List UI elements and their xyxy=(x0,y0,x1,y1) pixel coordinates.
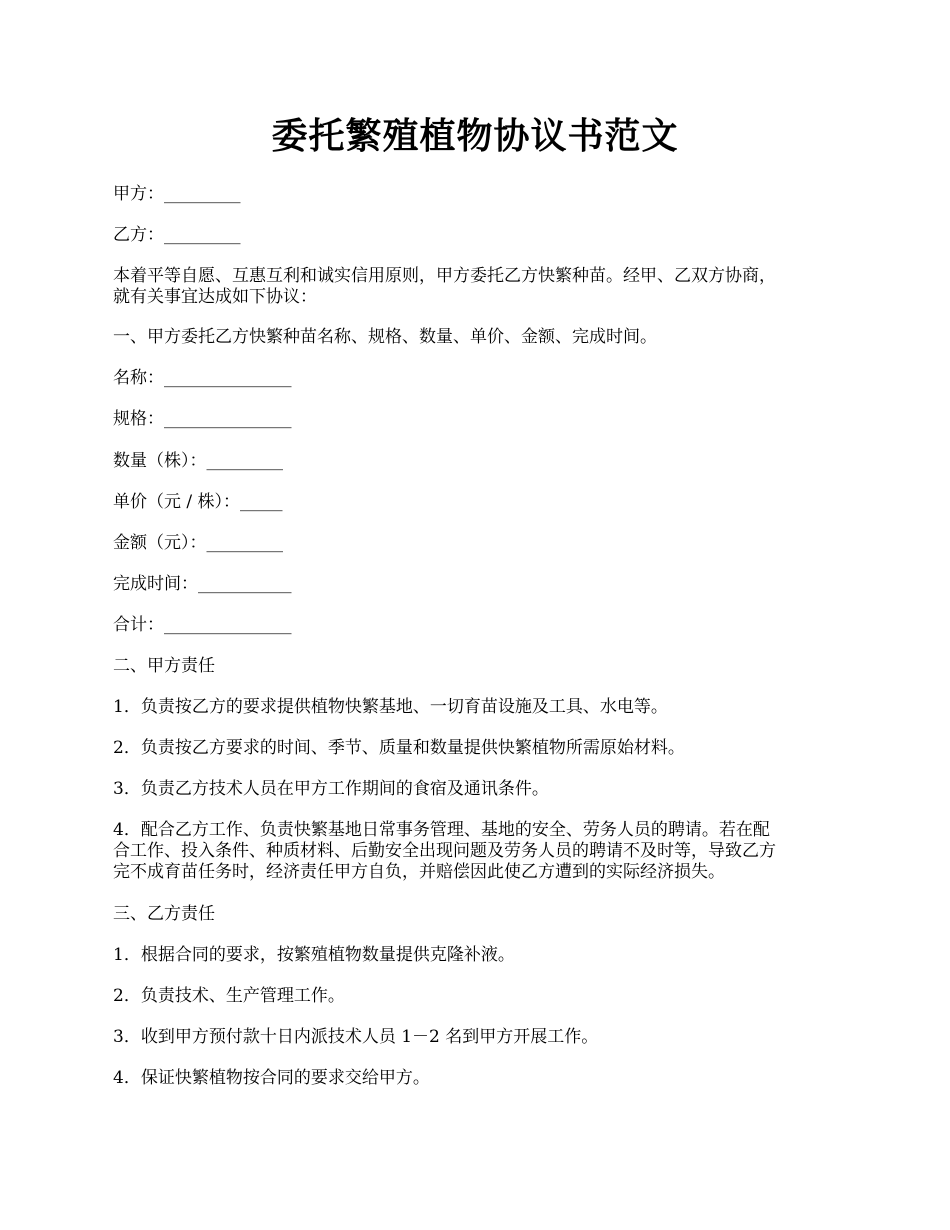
section2-item-2: 2．负责按乙方要求的时间、季节、质量和数量提供快繁植物所需原始材料。 xyxy=(113,738,685,758)
field-quantity: 数量（株）：_________ xyxy=(113,451,283,471)
field-unit-price: 单价（元 / 株）：_____ xyxy=(113,492,283,512)
field-total: 合计：_______________ xyxy=(113,615,292,635)
document-title: 委托繁殖植物协议书范文 xyxy=(271,115,679,157)
section2-item-4 xyxy=(113,820,843,883)
section2-item-4-line: 完不成育苗任务时，经济责任甲方自负，并赔偿因此使乙方遭到的实际经济损失。 xyxy=(113,862,725,882)
section1-heading: 一、甲方委托乙方快繁种苗名称、规格、数量、单价、金额、完成时间。 xyxy=(113,327,657,347)
section3-item-2: 2．负责技术、生产管理工作。 xyxy=(113,986,345,1006)
section2-item-1: 1．负责按乙方的要求提供植物快繁基地、一切育苗设施及工具、水电等。 xyxy=(113,697,668,717)
party-b-line: 乙方：_________ xyxy=(113,225,241,245)
section3-item-1: 1．根据合同的要求，按繁殖植物数量提供克隆补液。 xyxy=(113,945,515,965)
party-a-line: 甲方：_________ xyxy=(113,184,241,204)
intro-paragraph xyxy=(113,266,843,308)
field-amount: 金额（元）：_________ xyxy=(113,533,283,553)
section3-heading: 三、乙方责任 xyxy=(113,904,215,924)
intro-line: 就有关事宜达成如下协议： xyxy=(113,287,317,307)
section3-item-3: 3．收到甲方预付款十日内派技术人员 1－2 名到甲方开展工作。 xyxy=(113,1027,599,1047)
section2-item-4-line: 4．配合乙方工作、负责快繁基地日常事务管理、基地的安全、劳务人员的聘请。若在配 xyxy=(113,820,770,840)
section3-item-4: 4．保证快繁植物按合同的要求交给甲方。 xyxy=(113,1068,430,1088)
intro-line: 本着平等自愿、互惠互利和诚实信用原则，甲方委托乙方快繁种苗。经甲、乙双方协商， xyxy=(113,266,776,286)
field-name: 名称：_______________ xyxy=(113,368,292,388)
field-completion-time: 完成时间：___________ xyxy=(113,574,292,594)
field-spec: 规格：_______________ xyxy=(113,409,292,429)
section2-item-3: 3．负责乙方技术人员在甲方工作期间的食宿及通讯条件。 xyxy=(113,779,549,799)
section2-item-4-line: 合工作、投入条件、种质材料、后勤安全出现问题及劳务人员的聘请不及时等，导致乙方 xyxy=(113,841,776,861)
section2-heading: 二、甲方责任 xyxy=(113,656,215,676)
